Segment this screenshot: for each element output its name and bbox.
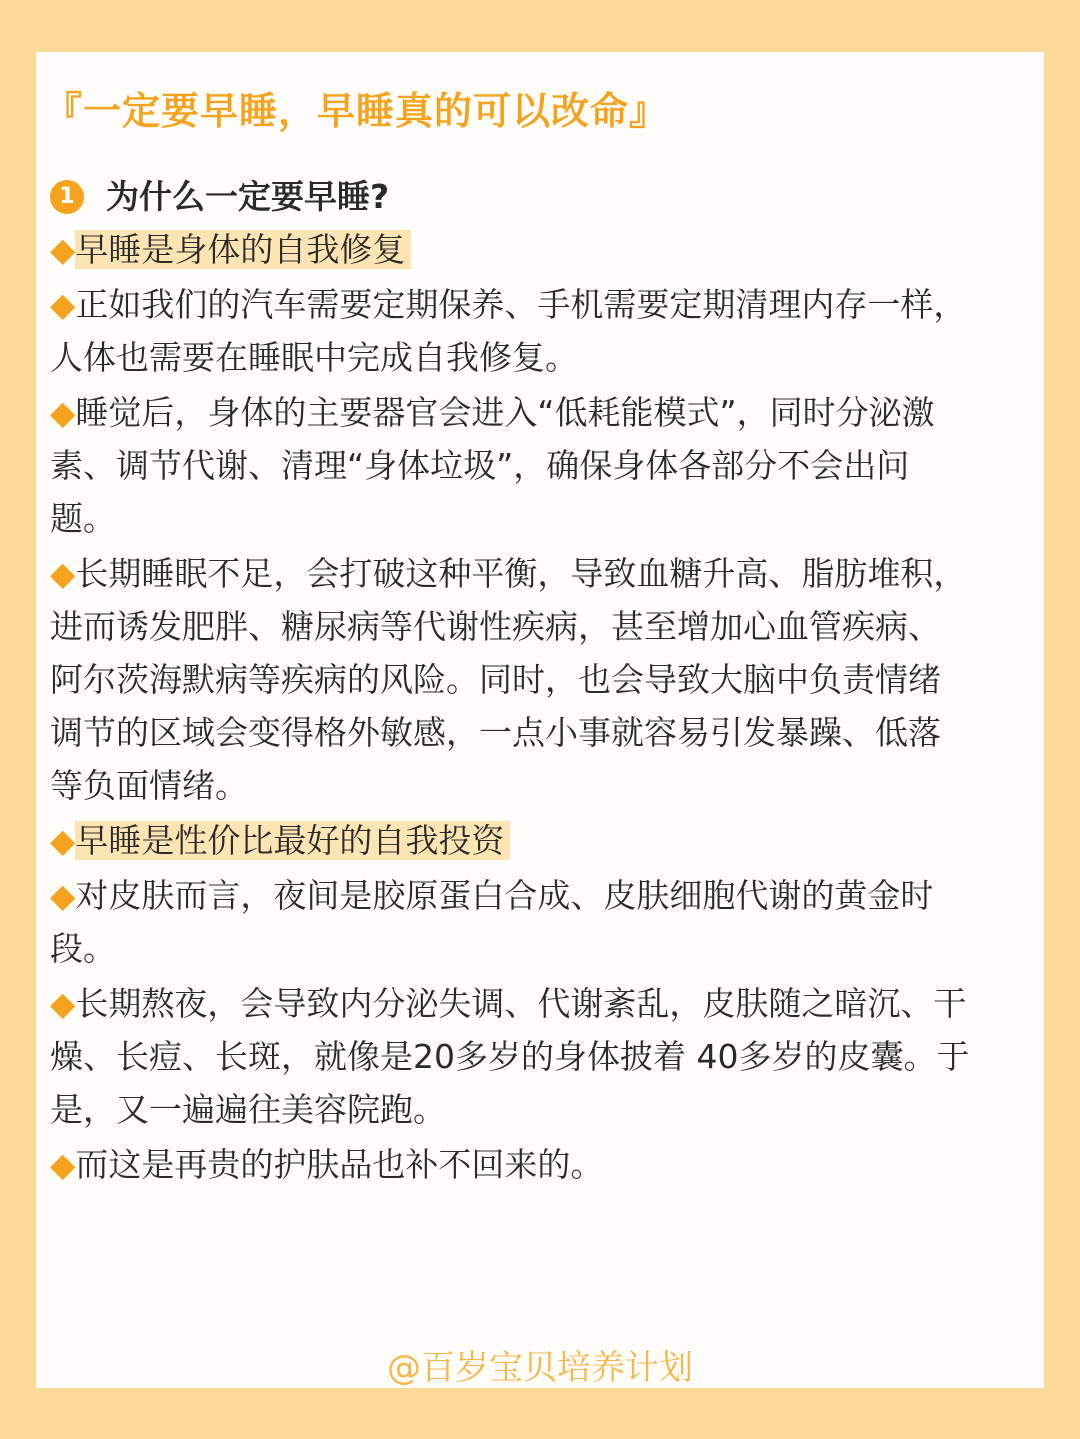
diamond-bullet-icon: ◆ (50, 984, 76, 1023)
diamond-bullet-icon: ◆ (50, 554, 76, 593)
section-heading-text: 为什么一定要早睡? (106, 177, 390, 216)
paragraph-text: 长期熬夜，会导致内分泌失调、代谢紊乱，皮肤随之暗沉、干燥、长痘、长斑，就像是20多岁的身体披着 40多岁的皮囊。于是，又一遍遍往美容院跑。 (50, 984, 970, 1129)
article-body (50, 170, 970, 1193)
diamond-bullet-icon: ◆ (50, 876, 76, 915)
diamond-bullet-icon: ◆ (50, 393, 76, 432)
author-watermark: @百岁宝贝培养计划 (387, 1348, 693, 1388)
paragraph (50, 1138, 970, 1191)
diamond-bullet-icon: ◆ (50, 1145, 76, 1184)
paragraph-text: 正如我们的汽车需要定期保养、手机需要定期清理内存一样，人体也需要在睡眠中完成自我修复。 (50, 285, 967, 377)
paragraph-text: 而这是再贵的护肤品也补不回来的。 (75, 1145, 604, 1184)
paragraph (50, 223, 970, 276)
highlighted-subheading: 早睡是性价比最好的自我投资 (75, 821, 510, 860)
diamond-bullet-icon: ◆ (50, 821, 76, 860)
paragraph-text: 睡觉后，身体的主要器官会进入“低耗能模式”，同时分泌激素、调节代谢、清理“身体垃圾”，确保身体各部分不会出问题。 (50, 393, 935, 538)
paragraph (50, 814, 970, 867)
paragraph (50, 386, 970, 545)
diamond-bullet-icon: ◆ (50, 285, 76, 324)
paragraph-text: 对皮肤而言，夜间是胶原蛋白合成、皮肤细胞代谢的黄金时段。 (50, 876, 934, 968)
number-badge-icon: 1 (50, 180, 84, 214)
paragraph (50, 547, 970, 812)
paragraph (50, 977, 970, 1136)
paragraph (50, 869, 970, 975)
paragraph-text: 长期睡眠不足，会打破这种平衡，导致血糖升高、脂肪堆积，进而诱发肥胖、糖尿病等代谢性疾病，甚至增加心血管疾病、阿尔茨海默病等疾病的风险。同时，也会导致大脑中负责情绪调节的区域会变得格外敏感，一点小事就容易引发暴躁、低落等负面情绪。 (50, 554, 967, 805)
diamond-bullet-icon: ◆ (50, 230, 76, 269)
page-title: 『一定要早睡，早睡真的可以改命』 (44, 89, 669, 133)
highlighted-subheading: 早睡是身体的自我修复 (75, 230, 411, 269)
section-heading (50, 170, 970, 223)
paragraph (50, 278, 970, 384)
